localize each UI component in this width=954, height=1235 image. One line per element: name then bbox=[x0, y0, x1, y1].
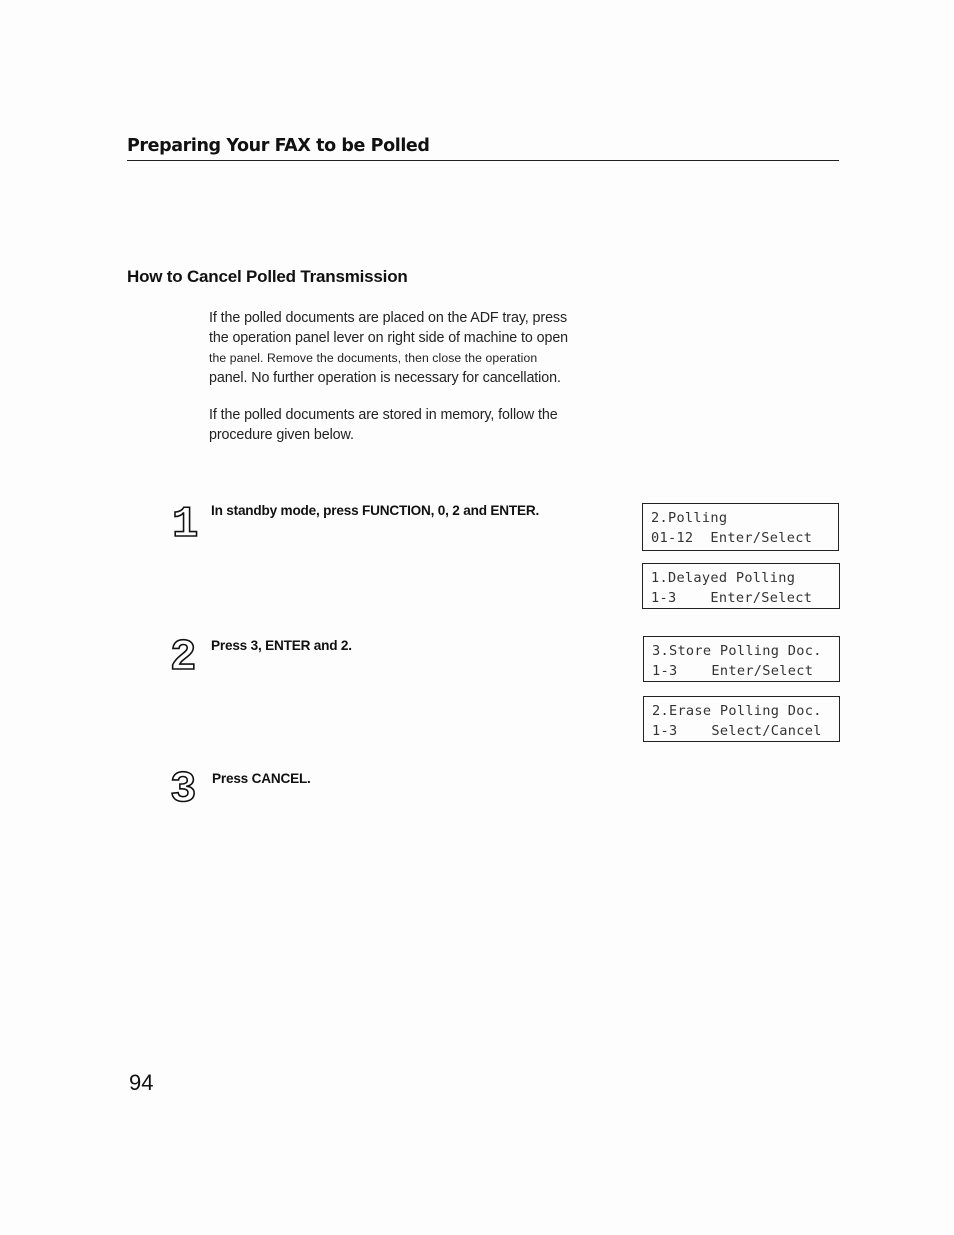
step-instruction-3: Press CANCEL. bbox=[212, 771, 311, 786]
lcd-line: 1-3 Enter/Select bbox=[652, 663, 814, 679]
paragraph-line: the operation panel lever on right side of machine to open bbox=[209, 330, 569, 346]
paragraph-line: If the polled documents are stored in memory, follow the bbox=[209, 407, 558, 423]
step-number-3: 3 bbox=[170, 765, 197, 815]
page-number: 94 bbox=[129, 1070, 154, 1095]
lcd-line: 3.Store Polling Doc. bbox=[652, 643, 822, 659]
paragraph-line: panel. No further operation is necessary for cancellation. bbox=[209, 370, 561, 386]
lcd-display-delayed-polling bbox=[642, 563, 840, 609]
lcd-display-erase-polling bbox=[643, 696, 840, 742]
step-instruction-2: Press 3, ENTER and 2. bbox=[211, 638, 352, 653]
lcd-line: 2.Erase Polling Doc. bbox=[652, 703, 822, 719]
lcd-line: 1.Delayed Polling bbox=[651, 570, 796, 586]
lcd-line: 2.Polling bbox=[651, 510, 728, 526]
step-number-2: 2 bbox=[170, 633, 197, 683]
paragraph-memory bbox=[209, 405, 609, 445]
lcd-line: 1-3 Enter/Select bbox=[651, 590, 813, 606]
page-header bbox=[127, 136, 839, 161]
paragraph-line: procedure given below. bbox=[209, 427, 354, 443]
section-heading: How to Cancel Polled Transmission bbox=[127, 267, 408, 286]
step-number-1: 1 bbox=[172, 500, 199, 550]
lcd-display-polling bbox=[642, 503, 839, 551]
lcd-line: 1-3 Select/Cancel bbox=[652, 723, 822, 739]
paragraph-line: If the polled documents are placed on the ADF tray, press bbox=[209, 310, 568, 326]
lcd-display-store-polling bbox=[643, 636, 840, 682]
paragraph-line: the panel. Remove the documents, then close the operation bbox=[209, 351, 538, 365]
paragraph-adf bbox=[209, 308, 609, 388]
lcd-line: 01-12 Enter/Select bbox=[651, 530, 813, 546]
step-instruction-1: In standby mode, press FUNCTION, 0, 2 and ENTER. bbox=[211, 503, 540, 518]
header-title: Preparing Your FAX to be Polled bbox=[127, 136, 430, 156]
